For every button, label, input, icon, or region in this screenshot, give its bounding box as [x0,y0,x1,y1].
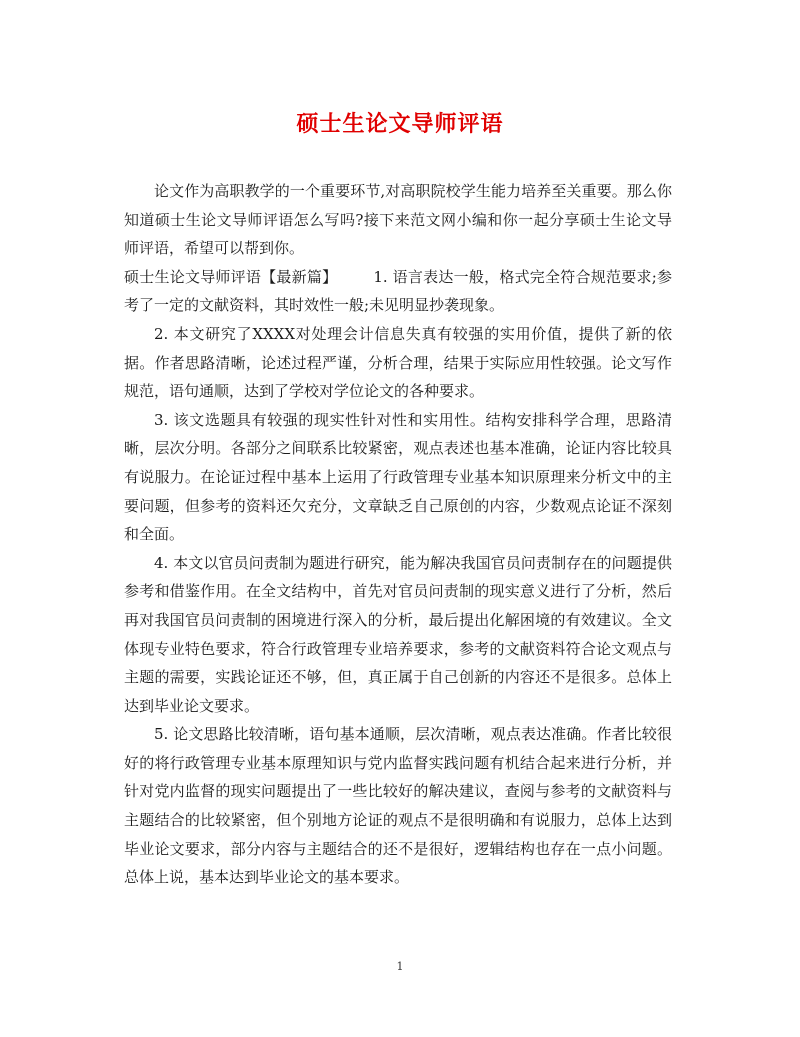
intro-paragraph: 论文作为高职教学的一个重要环节,对高职院校学生能力培养至关重要。那么你知道硕士生论文导师评语怎么写吗?接下来范文网小编和你一起分享硕士生论文导师评语，希望可以帮到你。 [124,182,672,258]
comment-item-4: 4. 本文以官员问责制为题进行研究，能为解决我国官员问责制存在的问题提供参考和借鉴作用。在全文结构中，首先对官员问责制的现实意义进行了分析，然后再对我国官员问责制的困境进行深入的分析，最后提出化解困境的有效建议。全文体现专业特色要求，符合行政管理专业培养要求，参考的文献资料符合论文观点与主题的需要，实践论证还不够，但，真正属于自己创新的内容还不是很多。总体上达到毕业论文要求。 [124,553,672,715]
comment-item-5: 5. 论文思路比较清晰，语句基本通顺，层次清晰，观点表达准确。作者比较很好的将行政管理专业基本原理知识与党内监督实践问题有机结合起来进行分析，并针对党内监督的现实问题提出了一些比较好的解决建议，查阅与参考的文献资料与主题结合的比较紧密，但个别地方论证的观点不是很明确和有说服力，总体上达到毕业论文要求，部分内容与主题结合的还不是很好，逻辑结构也存在一点小问题。总体上说，基本达到毕业论文的基本要求。 [124,725,672,887]
document-body [124,177,672,892]
comment-item-1: 1. 语言表达一般，格式完全符合规范要求;参考了一定的文献资料，其时效性一般;未见明显抄袭现象。 [124,267,672,315]
section-heading-paragraph [124,263,672,320]
document-title: 硕士生论文导师评语 [296,111,504,137]
page-number: 1 [396,960,404,973]
section-heading: 硕士生论文导师评语【最新篇】 [124,267,338,286]
comment-item-2: 2. 本文研究了XXXX对处理会计信息失真有较强的实用价值，提供了新的依据。作者思路清晰，论述过程严谨，分析合理，结果于实际应用性较强。论文写作规范，语句通顺，达到了学校对学位论文的各种要求。 [124,324,672,401]
comment-item-3: 3. 该文选题具有较强的现实性针对性和实用性。结构安排科学合理，思路清晰，层次分明。各部分之间联系比较紧密，观点表述也基本准确，论证内容比较具有说服力。在论证过程中基本上运用了行政管理专业基本知识原理来分析文中的主要问题，但参考的资料还欠充分，文章缺乏自己原创的内容，少数观点论证不深刻和全面。 [124,410,672,544]
